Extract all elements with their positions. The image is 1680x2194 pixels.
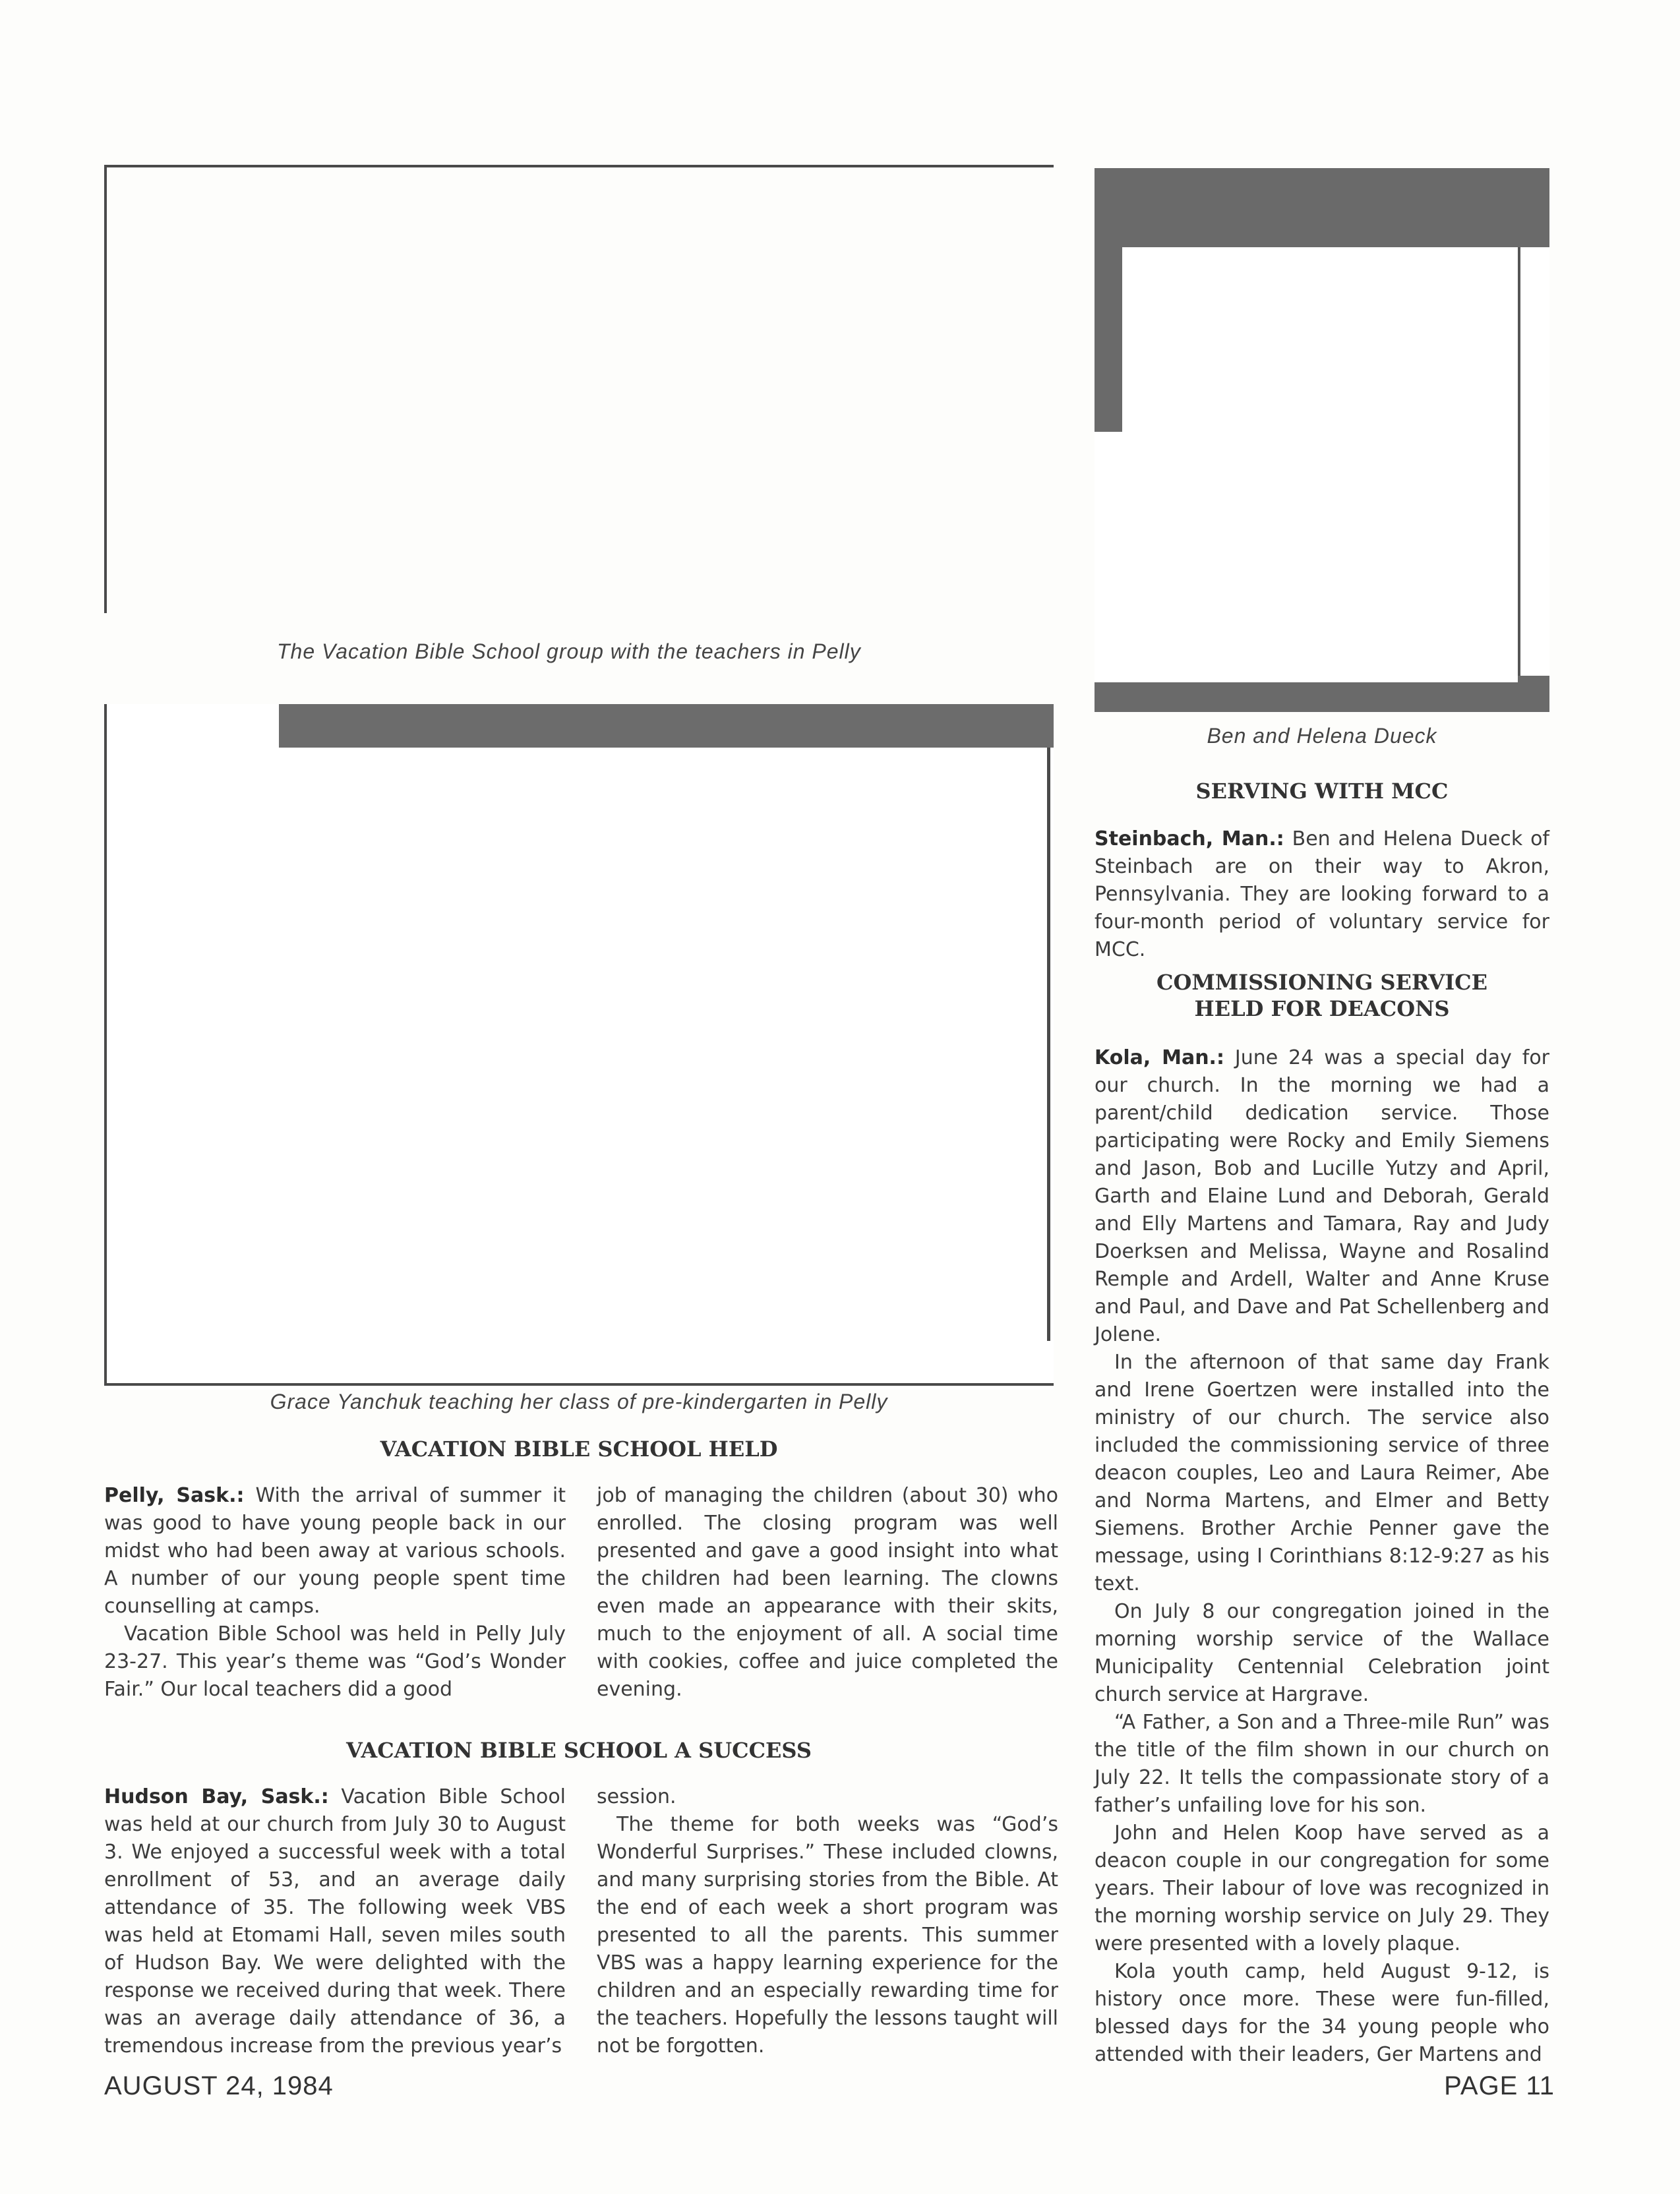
- footer-page-number: PAGE 11: [1444, 2071, 1555, 2100]
- dateline-steinbach: Steinbach, Man.:: [1095, 827, 1284, 850]
- dateline-hudson-bay: Hudson Bay, Sask.:: [104, 1785, 329, 1808]
- article-serving-mcc: Steinbach, Man.: Ben and Helena Dueck of Steinbach are on their way to Akron, Pennsylvania. They are looking forward to a four-month period of voluntary service for MCC.: [1095, 827, 1549, 961]
- dateline-kola: Kola, Man.:: [1095, 1046, 1224, 1069]
- headline-vbs-success: VACATION BIBLE SCHOOL A SUCCESS: [346, 1738, 812, 1763]
- article-vbs-held-col2: job of managing the children (about 30) who enrolled. The closing program was well presented and gave a good insight into what the children had been learning. The clowns even made an appearance with their skits, much to the enjoyment of all. A social time with cookies, coffee and juice completed the evening.: [597, 1484, 1058, 1701]
- article-vbs-held-col1: Pelly, Sask.: With the arrival of summer it was good to have young people back in our midst who had been away at various schools. A number of our young people spent time counselling at camps. Vacation Bible School was held in Pelly July 23-27. This year’s theme was “God’s Wonder Fair.” Our local teachers did a good: [104, 1484, 566, 1701]
- article-commissioning: Kola, Man.: June 24 was a special day for our church. In the morning we had a parent/child dedication service. Those participating were Rocky and Emily Siemens and Jason, Bob and Lucille Yutzy and April, Garth and Elaine Lund and Deborah, Gerald and Elly Martens and Tamara, Ray and Judy Doerksen and Melissa, Wayne and Rosalind Remple and Ardell, Walter and Anne Kruse and Paul, and Dave and Pat Schellenberg and Jolene. In the afternoon of that same day Frank and Irene Goertzen were installed into the ministry of our church. The service also included the commissioning service of three deacon couples, Leo and Laura Reimer, Abe and Norma Martens, and Elmer and Betty Siemens. Brother Archie Penner gave the message, using I Corinthians 8:12-9:27 as his text. On July 8 our congregation joined in the morning worship service of the Wallace Municipality Centennial Celebration joint church service at Hargrave. “A Father, a Son and a Three-mile Run” was the title of the film shown in our church on July 22. It tells the compassionate story of a father’s unfailing love for his son. John and Helen Koop have served as a deacon couple in our congregation for some years. Their labour of love was recognized in the morning worship service on July 29. They were presented with a lovely plaque. Kola youth camp, held August 9-12, is history once more. These were fun-filled, blessed days for the 34 young people who attended with their leaders, Ger Martens and: [1095, 1046, 1550, 2066]
- headline-commissioning: COMMISSIONING SERVICE HELD FOR DEACONS: [1156, 970, 1488, 1021]
- dateline-pelly: Pelly, Sask.:: [104, 1484, 245, 1507]
- caption-yanchuk: Grace Yanchuk teaching her class of pre-kindergarten in Pelly: [270, 1390, 888, 1413]
- caption-vbs-group: The Vacation Bible School group with the teachers in Pelly: [277, 639, 861, 663]
- article-vbs-success-col2: session. The theme for both weeks was “God’s Wonderful Surprises.” These included clowns, and many surprising stories from the Bible. At the end of each week a short program was presented to all the parents. This summer VBS was a happy learning experience for the children and an especially rewarding time for the teachers. Hopefully the lessons taught will not be forgotten.: [597, 1785, 1058, 2058]
- photo-vbs-group: [104, 165, 1054, 666]
- footer-date: AUGUST 24, 1984: [104, 2071, 334, 2100]
- photo-dueck: [1095, 168, 1549, 712]
- caption-dueck: Ben and Helena Dueck: [1207, 724, 1437, 748]
- headline-vbs-held: VACATION BIBLE SCHOOL HELD: [380, 1437, 778, 1462]
- photo-yanchuk: [104, 704, 1054, 1390]
- headline-serving-mcc: SERVING WITH MCC: [1195, 779, 1449, 804]
- article-vbs-success-col1: Hudson Bay, Sask.: Vacation Bible School was held at our church from July 30 to August 3. We enjoyed a successful week with a total enrollment of 53, and an average daily attendance of 35. The following week VBS was held at Etomami Hall, seven miles south of Hudson Bay. We were delighted with the response we received during that week. There was an average daily attendance of 36, a tremendous increase from the previous year’s: [104, 1785, 566, 2058]
